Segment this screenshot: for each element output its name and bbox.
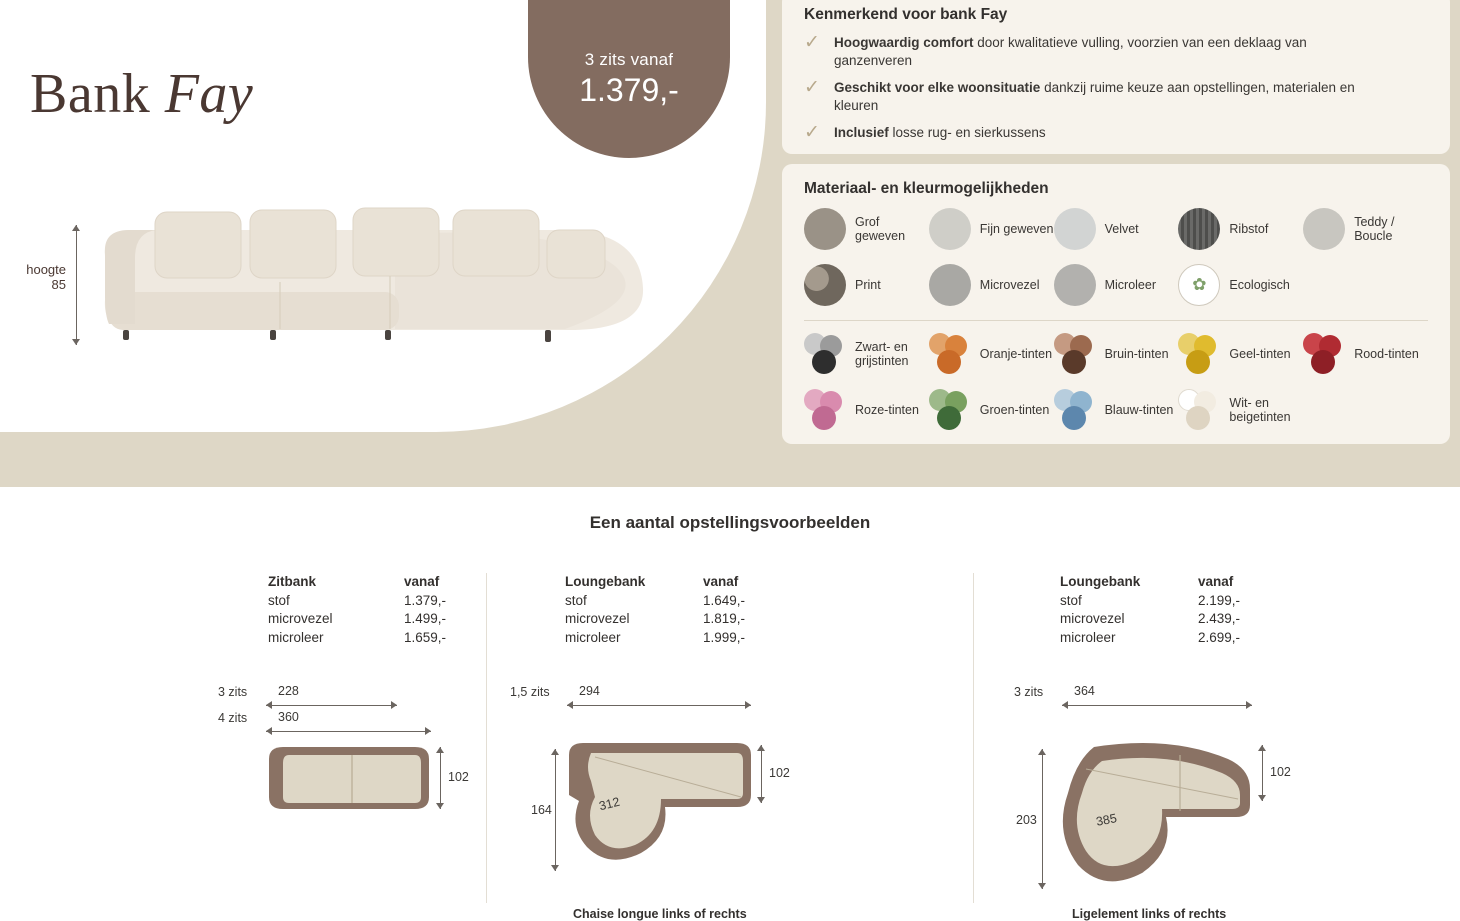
texture-swatch-teddy-boucle: [1303, 208, 1345, 250]
features-title: Kenmerkend voor bank Fay: [804, 6, 1008, 23]
dimension-arrow: [266, 705, 397, 706]
material-label: stof: [268, 592, 290, 608]
texture-label: Print: [855, 278, 881, 292]
texture-item: [929, 264, 1054, 306]
height-label: [14, 262, 66, 292]
dimension-arrow: [266, 731, 431, 732]
side-arrow: [555, 749, 556, 871]
color-label: Bruin-tinten: [1104, 347, 1169, 361]
color-item: [929, 333, 1054, 375]
price-badge-amount: 1.379,-: [579, 72, 679, 108]
price-badge-from: 3 zits vanaf: [584, 50, 674, 69]
diagonal-label: 385: [1094, 811, 1119, 829]
height-label-line1: hoogte: [26, 262, 66, 277]
texture-swatch-grof-geweven: [804, 208, 846, 250]
material-label: stof: [1060, 592, 1082, 608]
texture-label: Ribstof: [1229, 222, 1269, 236]
price-value: 1.379,-: [404, 592, 447, 608]
spec-prices: [703, 573, 745, 647]
price-header: vanaf: [1198, 574, 1234, 589]
feature-text: [834, 79, 1374, 115]
check-icon: ✓: [804, 32, 820, 53]
check-icon: ✓: [804, 77, 820, 98]
dimension-label: 294: [579, 684, 600, 698]
feature-item: [804, 124, 1428, 142]
spec-names: [1060, 573, 1140, 647]
texture-item: [804, 208, 929, 250]
texture-swatch-print: [804, 264, 846, 306]
topview-loungebank-chaise: [565, 741, 755, 871]
side-label: 164: [531, 803, 552, 817]
depth-arrow: [1262, 745, 1263, 801]
color-item: [1178, 333, 1303, 375]
price-value: 1.499,-: [404, 611, 447, 626]
texture-swatch-fijn-geweven: [929, 208, 971, 250]
color-item: [1054, 333, 1179, 375]
leaf-icon: ✿: [1178, 264, 1220, 306]
color-swatch-zwart-grijstinten: [804, 333, 846, 375]
depth-arrow: [761, 745, 762, 803]
color-item: [1054, 389, 1179, 431]
texture-swatch-velvet: [1054, 208, 1096, 250]
column-name: Zitbank: [268, 574, 317, 589]
feature-rest: door kwalitatieve vulling, voorzien van een deklaag van ganzenveren: [834, 35, 1307, 68]
sofa-illustration: [95, 196, 655, 371]
title-first: Bank: [30, 63, 165, 125]
spec-prices: [1198, 573, 1240, 647]
column-name: Loungebank: [565, 574, 646, 589]
color-label: Blauw-tinten: [1104, 403, 1174, 417]
color-label: Roze-tinten: [855, 403, 919, 417]
feature-bold: Geschikt voor elke woonsituatie: [834, 80, 1041, 95]
color-swatch-groen-tinten: [929, 389, 971, 431]
color-label: Geel-tinten: [1229, 347, 1291, 361]
config-label: 4 zits: [218, 711, 248, 725]
topview-zitbank: [265, 745, 433, 811]
texture-item: [1303, 208, 1428, 250]
check-icon: ✓: [804, 122, 820, 143]
price-value: 1.999,-: [703, 629, 746, 645]
column-name: Loungebank: [1060, 574, 1141, 589]
texture-item-empty: [1303, 264, 1428, 306]
price-value: 2.439,-: [1198, 611, 1241, 626]
config-label: 3 zits: [218, 685, 248, 699]
material-label: microleer: [268, 629, 324, 645]
spec-names: [268, 573, 333, 647]
color-swatch-wit-beigetinten: [1178, 389, 1220, 431]
price-value: 2.199,-: [1198, 592, 1241, 608]
materials-divider: [804, 320, 1428, 321]
color-label: Groen-tinten: [979, 403, 1050, 417]
texture-item: [1178, 208, 1303, 250]
texture-label: Fijn geweven: [979, 222, 1054, 236]
spec-prices: [404, 573, 446, 647]
topview-loungebank-lig: [1050, 741, 1260, 891]
side-label: 203: [1016, 813, 1037, 827]
color-item: [929, 389, 1054, 431]
price-header: vanaf: [404, 574, 440, 589]
material-label: microvezel: [1060, 611, 1125, 626]
depth-label: 102: [1270, 765, 1291, 779]
material-label: microvezel: [565, 611, 630, 626]
price-header: vanaf: [703, 574, 739, 589]
texture-item: [929, 208, 1054, 250]
feature-text: [834, 124, 1046, 142]
feature-text: [834, 34, 1374, 70]
material-label: stof: [565, 592, 587, 608]
color-swatch-oranje-tinten: [929, 333, 971, 375]
color-item: [804, 389, 929, 431]
price-badge: [528, 0, 730, 158]
dimension-label: 360: [278, 710, 299, 724]
dimension-arrow: [1062, 705, 1252, 706]
page-title: [30, 62, 253, 126]
depth-label: 102: [769, 766, 790, 780]
examples-section: [0, 487, 1460, 921]
texture-label: Microvezel: [979, 278, 1040, 292]
feature-item: [804, 79, 1428, 115]
depth-label: 102: [448, 770, 469, 784]
texture-item: [1054, 208, 1179, 250]
column-caption: Ligelement links of rechts: [1072, 907, 1227, 921]
color-label: Oranje-tinten: [979, 347, 1053, 361]
color-swatch-blauw-tinten: [1054, 389, 1096, 431]
title-italic: Fay: [164, 63, 254, 125]
texture-label: Velvet: [1104, 222, 1139, 236]
height-dimension-arrow: [76, 225, 77, 345]
price-value: 2.699,-: [1198, 629, 1241, 645]
config-label: 1,5 zits: [510, 685, 550, 699]
color-item: [804, 333, 929, 375]
hero-card: [0, 0, 766, 432]
color-grid: [804, 333, 1428, 431]
color-swatch-bruin-tinten: [1054, 333, 1096, 375]
material-label: microvezel: [268, 611, 333, 626]
examples-title: Een aantal opstellingsvoorbeelden: [589, 513, 871, 532]
price-value: 1.819,-: [703, 611, 746, 626]
diagonal-label: 312: [597, 794, 622, 814]
materials-panel: [782, 164, 1450, 444]
material-label: microleer: [1060, 629, 1116, 645]
example-column-zitbank: [0, 573, 486, 903]
color-item: [1178, 389, 1303, 431]
dimension-label: 228: [278, 684, 299, 698]
column-caption: Chaise longue links of rechts: [573, 907, 747, 921]
color-label: Rood-tinten: [1354, 347, 1419, 361]
side-arrow: [1042, 749, 1043, 889]
color-label: Zwart- en grijstinten: [855, 340, 909, 368]
texture-swatch-microvezel: [929, 264, 971, 306]
examples-columns: [0, 573, 1460, 921]
height-label-line2: 85: [51, 277, 66, 292]
color-item: [1303, 333, 1428, 375]
example-column-loungebank-lig: [973, 573, 1460, 921]
texture-item: [804, 264, 929, 306]
feature-rest: dankzij ruime keuze aan opstellingen, materialen en kleuren: [834, 80, 1355, 113]
texture-item: [1054, 264, 1179, 306]
texture-swatch-ribstof: [1178, 208, 1220, 250]
material-label: microleer: [565, 629, 621, 645]
materials-title: Materiaal- en kleurmogelijkheden: [804, 180, 1049, 197]
features-panel: [782, 0, 1450, 154]
config-label: 3 zits: [1014, 685, 1044, 699]
price-value: 1.649,-: [703, 592, 746, 608]
color-label: Wit- en beigetinten: [1229, 396, 1291, 424]
feature-item: [804, 34, 1428, 70]
price-value: 1.659,-: [404, 629, 447, 645]
texture-swatch-microleer: [1054, 264, 1096, 306]
texture-grid: [804, 208, 1428, 306]
texture-label: Microleer: [1104, 278, 1156, 292]
texture-label: Ecologisch: [1229, 278, 1290, 292]
texture-item: [1178, 264, 1303, 306]
depth-arrow: [440, 747, 441, 809]
example-column-loungebank-chaise: [486, 573, 973, 921]
feature-bold: Hoogwaardig comfort: [834, 35, 974, 50]
color-swatch-roze-tinten: [804, 389, 846, 431]
texture-label: Teddy / Boucle: [1354, 215, 1395, 243]
color-item-empty: [1303, 389, 1428, 431]
feature-rest: losse rug- en sierkussens: [888, 125, 1046, 140]
dimension-arrow: [567, 705, 751, 706]
dimension-label: 364: [1074, 684, 1095, 698]
color-swatch-geel-tinten: [1178, 333, 1220, 375]
feature-bold: Inclusief: [834, 125, 889, 140]
spec-names: [565, 573, 645, 647]
color-swatch-rood-tinten: [1303, 333, 1345, 375]
texture-label: Grof geweven: [855, 215, 906, 243]
